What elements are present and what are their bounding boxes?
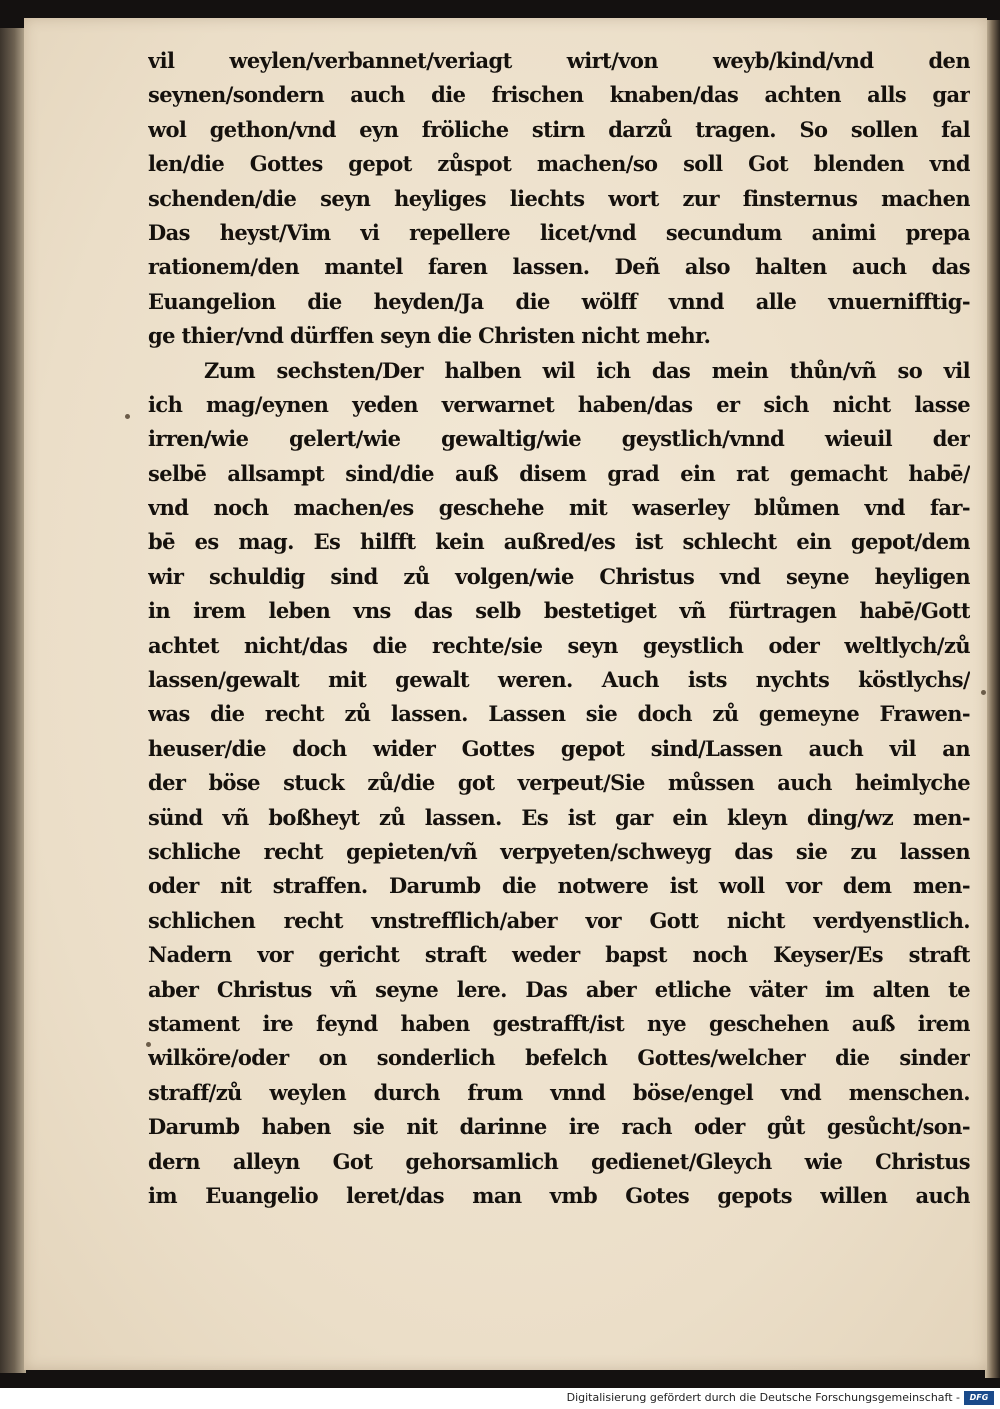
text-line: der böse stuck zů/die got verpeut/Sie můssen auch heimlyche — [148, 770, 970, 796]
text-line: straff/zů weylen durch frum vnnd böse/engel vnd menschen. — [148, 1079, 970, 1105]
text-line: was die recht zů lassen. Lassen sie doch zů gemeyne Frawen- — [148, 701, 970, 727]
text-line: vnd noch machen/es geschehe mit waserley blůmen vnd far- — [148, 495, 970, 521]
text-line: vil weylen/verbannet/veriagt wirt/von weyb/kind/vnd den — [148, 48, 970, 73]
text-line: irren/wie gelert/wie gewaltig/wie geystlich/vnnd wieuil der — [148, 426, 970, 452]
text-line: wol gethon/vnd eyn fröliche stirn darzů tragen. So sollen fal — [148, 116, 970, 142]
text-line: in irem leben vns das selb bestetiget vñ fürtragen habē/Gott — [148, 598, 970, 624]
text-line: oder nit straffen. Darumb die notwere ist woll vor dem men- — [148, 873, 970, 899]
text-line: bē es mag. Es hilfft kein außred/es ist schlecht ein gepot/dem — [148, 529, 970, 555]
page-edge — [985, 20, 1000, 1378]
text-line: selbē allsampt sind/die auß disem grad ein rat gemacht habē/ — [148, 460, 970, 486]
text-line: Zum sechsten/Der halben wil ich das mein thůn/vñ so vil — [204, 357, 970, 383]
text-line: aber Christus vñ seyne lere. Das aber etliche väter im alten te — [148, 976, 970, 1002]
text-line: ich mag/eynen yeden verwarnet haben/das er sich nicht lasse — [148, 391, 970, 417]
text-line: rationem/den mantel faren lassen. Deñ also halten auch das — [148, 254, 970, 280]
text-line: ge thier/vnd dürffen seyn die Christen nicht mehr. — [148, 323, 711, 349]
text-line: dern alleyn Got gehorsamlich gedienet/Gleych wie Christus — [148, 1148, 970, 1174]
binding-edge — [0, 28, 26, 1373]
funding-notice: Digitalisierung gefördert durch die Deutsche Forschungsgemeinschaft - — [566, 1391, 960, 1404]
text-line: Das heyst/Vim vi repellere licet/vnd secundum animi prepa — [148, 219, 970, 245]
text-line: seynen/sondern auch die frischen knaben/das achten alls gar — [148, 82, 970, 108]
text-line: schliche recht gepieten/vñ verpyeten/schweyg das sie zu lassen — [148, 838, 970, 864]
text-line: Nadern vor gericht straft weder bapst noch Keyser/Es straft — [148, 942, 970, 968]
text-line: schenden/die seyn heyliges liechts wort zur finsternus machen — [148, 185, 970, 211]
text-line: schlichen recht vnstrefflich/aber vor Gott nicht verdyenstlich. — [148, 907, 970, 933]
text-line: achtet nicht/das die rechte/sie seyn geystlich oder weltlych/zů — [148, 632, 970, 658]
text-line: sünd vñ boßheyt zů lassen. Es ist gar ein kleyn ding/wz men- — [148, 804, 970, 830]
text-line: wilköre/oder on sonderlich befelch Gottes/welcher die sinder — [148, 1045, 970, 1071]
text-line: stament ire feynd haben gestrafft/ist nye geschehen auß irem — [148, 1010, 970, 1036]
text-line: im Euangelio leret/das man vmb Gotes gepots willen auch — [148, 1182, 970, 1208]
dfg-logo: DFG — [964, 1391, 994, 1405]
digitization-footer — [0, 1388, 1000, 1409]
margin-mark — [981, 690, 986, 695]
text-line: wir schuldig sind zů volgen/wie Christus vnd seyne heyligen — [148, 563, 970, 589]
text-line: Darumb haben sie nit darinne ire rach oder gůt gesůcht/son- — [148, 1114, 970, 1140]
text-line: len/die Gottes gepot zůspot machen/so soll Got blenden vnd — [148, 151, 970, 177]
text-line: heuser/die doch wider Gottes gepot sind/Lassen auch vil an — [148, 735, 970, 761]
text-line: Euangelion die heyden/Ja die wölff vnnd alle vnuernifftig- — [148, 288, 970, 314]
body-text — [148, 44, 970, 1213]
text-line: lassen/gewalt mit gewalt weren. Auch ists nychts köstlychs/ — [148, 667, 970, 693]
margin-mark — [125, 414, 130, 419]
